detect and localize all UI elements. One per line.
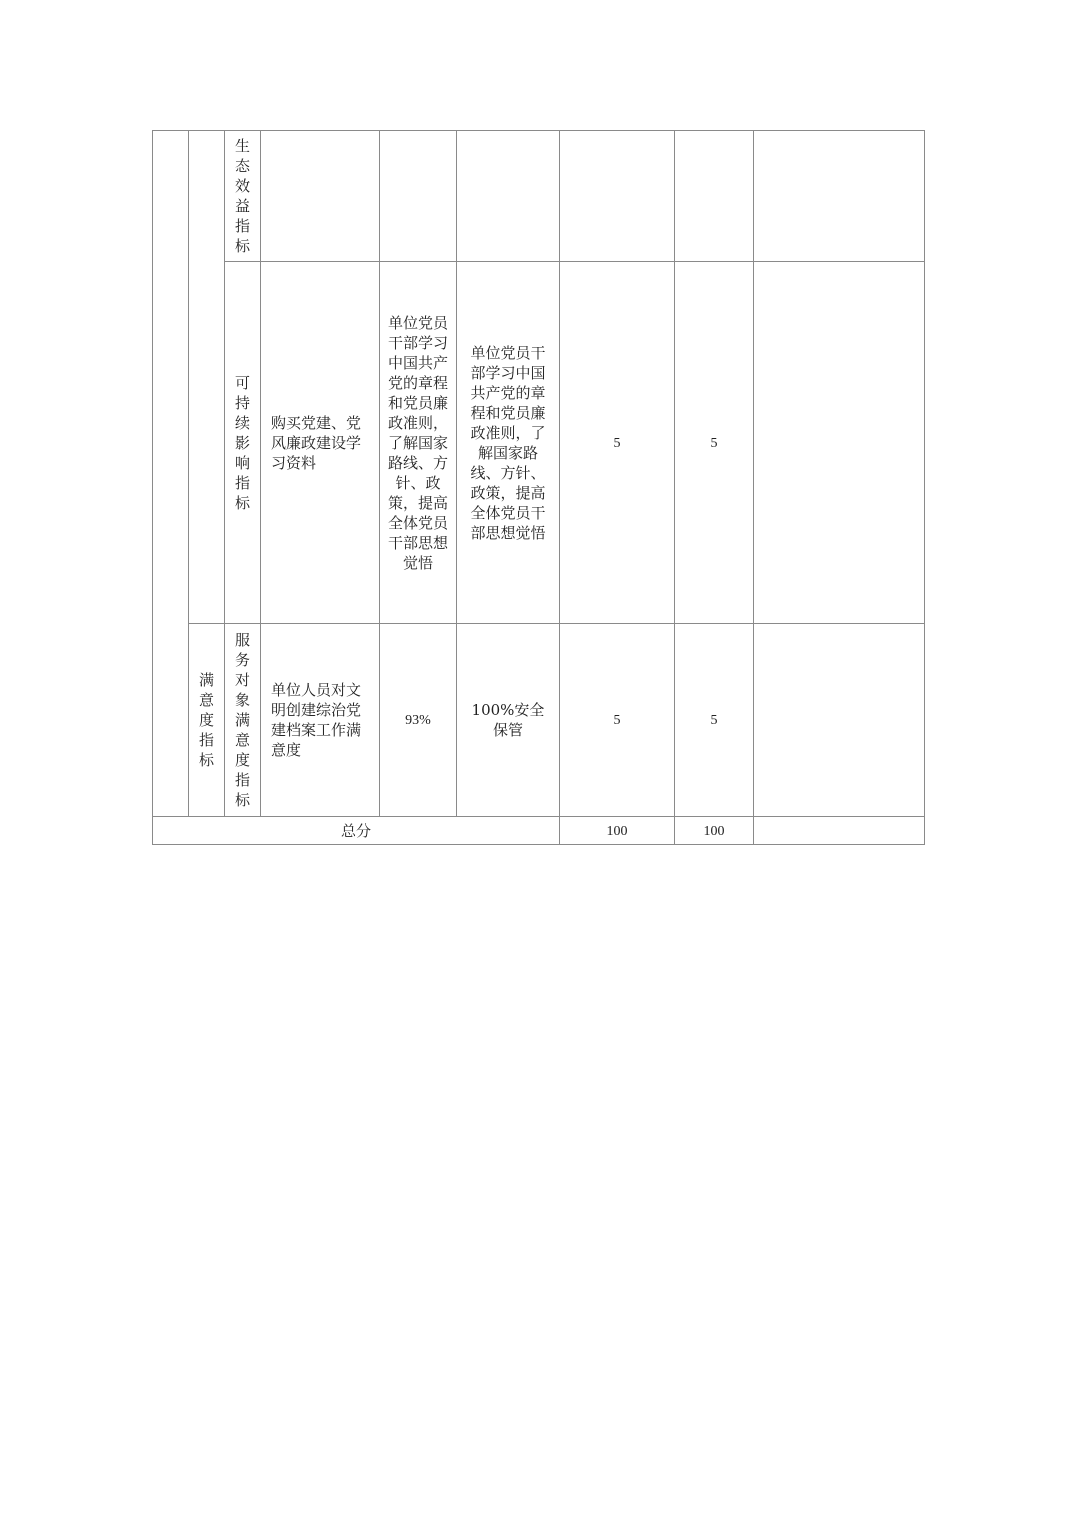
score-value: 5 [710, 713, 718, 728]
target-text: 93% [405, 713, 431, 728]
indicator-cell [261, 262, 380, 624]
indicator-text: 购买党建、党风廉政建设学习资料 [271, 413, 362, 472]
remark-cell [754, 624, 925, 817]
indicator-cell [261, 131, 380, 262]
target-cell [380, 262, 457, 624]
total-label: 总分 [340, 821, 371, 840]
indicator-text: 单位人员对文明创建综治党建档案工作满意度 [271, 681, 362, 759]
tertiary-indicator-cell [225, 131, 261, 262]
indicator-cell [261, 624, 380, 817]
weight-cell [560, 624, 675, 817]
actual-text: 100%安全保管 [471, 701, 545, 739]
total-score-cell [675, 817, 754, 845]
target-text: 单位党员干部学习中国共产党的章程和党员廉政准则，了解国家路线、方针、政策，提高全体党员干部思想觉悟 [387, 313, 448, 572]
tertiary-indicator-label: 生态效益指标 [234, 137, 250, 255]
table-row [153, 131, 925, 262]
total-weight-value: 100 [606, 823, 628, 839]
secondary-indicator-cell [189, 131, 225, 624]
actual-cell [457, 624, 560, 817]
table-row [153, 262, 925, 624]
actual-text: 单位党员干部学习中国共产党的章程和党员廉政准则，了解国家路线、方针、政策，提高全体党员干部思想觉悟 [470, 343, 546, 542]
total-row [153, 817, 925, 845]
remark-cell [754, 131, 925, 262]
weight-value: 5 [613, 435, 621, 451]
weight-cell [560, 262, 675, 624]
secondary-indicator-cell [189, 624, 225, 817]
score-value: 5 [710, 435, 718, 451]
target-cell [380, 624, 457, 817]
total-score-value: 100 [703, 823, 725, 839]
score-cell [675, 131, 754, 262]
score-cell [675, 262, 754, 624]
total-weight-cell [560, 817, 675, 845]
weight-value: 5 [613, 713, 621, 728]
score-cell [675, 624, 754, 817]
actual-cell [457, 262, 560, 624]
total-label-cell [153, 817, 560, 845]
tertiary-indicator-cell [225, 624, 261, 817]
tertiary-indicator-label: 可持续影响指标 [234, 373, 250, 512]
remark-cell [754, 262, 925, 624]
tertiary-indicator-label: 服务对象满意度指标 [234, 631, 250, 809]
table-row [153, 624, 925, 817]
performance-table [152, 130, 925, 845]
remark-cell [754, 817, 925, 845]
target-cell [380, 131, 457, 262]
weight-cell [560, 131, 675, 262]
primary-indicator-cell [153, 131, 189, 817]
tertiary-indicator-cell [225, 262, 261, 624]
secondary-indicator-label: 满意度指标 [198, 671, 214, 769]
actual-cell [457, 131, 560, 262]
